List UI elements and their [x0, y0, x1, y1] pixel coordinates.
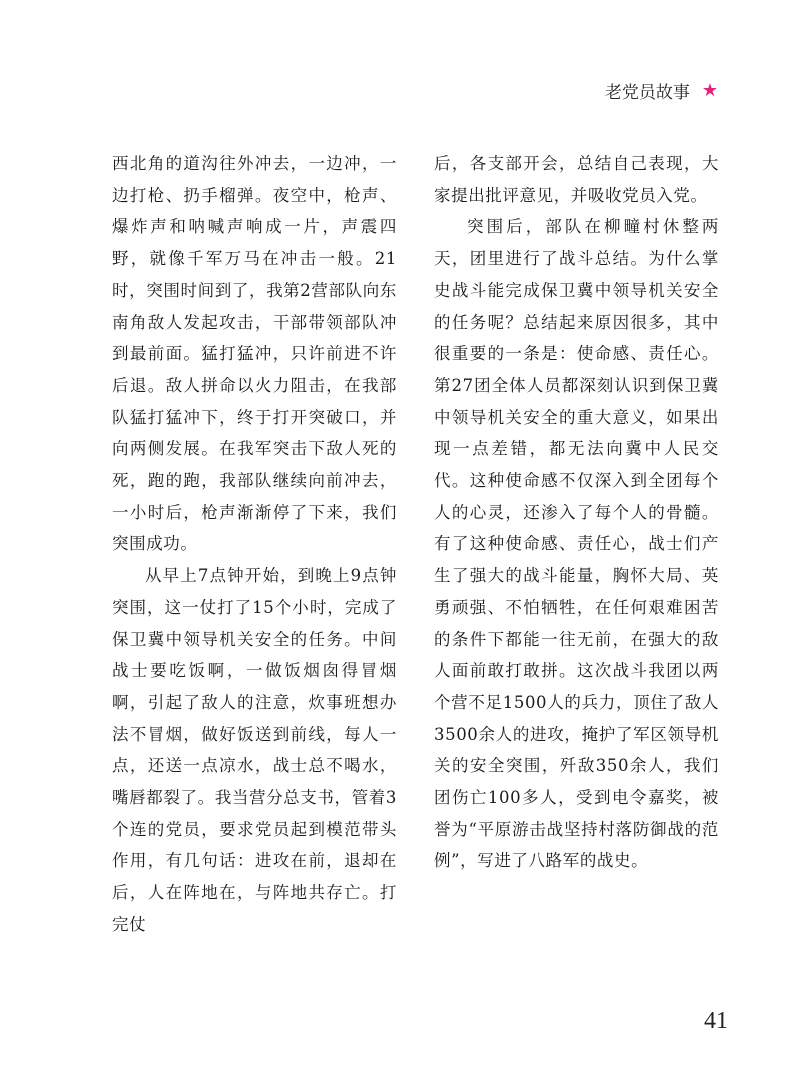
paragraph: 西北角的道沟往外冲去，一边冲，一边打枪、扔手榴弹。夜空中，枪声、爆炸声和呐喊声响成一片，声震四野，就像千军万马在冲击一般。21时，突围时间到了，我第2营部队向东南角敌人发起攻击，干部带领部队冲到最前面。猛打猛冲，只许前进不许后退。敌人拼命以火力阻击，在我部队猛打猛冲下，终于打开突破口，并向两侧发展。在我军突击下敌人死的死，跑的跑，我部队继续向前冲去，一小时后，枪声渐渐停了下来，我们突围成功。: [112, 154, 397, 554]
paragraph: 后，各支部开会，总结自己表现，大家提出批评意见，并吸收党员入党。: [434, 154, 719, 205]
page-number: 41: [704, 1008, 728, 1034]
paragraph: 从早上7点钟开始，到晚上9点钟突围，这一仗打了15个小时，完成了保卫冀中领导机关安全的任务。中间战士要吃饭啊，一做饭烟囱得冒烟啊，引起了敌人的注意，炊事班想办法不冒烟，做好饭送到前线，每人一点，还送一点凉水，战士总不喝水，嘴唇都裂了。我当营分总支书，管着3个连的党员，要求党员起到模范带头作用，有几句话：进攻在前，退却在后，人在阵地在，与阵地共存亡。打完仗: [112, 566, 397, 934]
paragraph: 突围后，部队在柳疃村休整两天，团里进行了战斗总结。为什么掌史战斗能完成保卫冀中领导机关安全的任务呢？总结起来原因很多，其中很重要的一条是：使命感、责任心。第27团全体人员都深刻认识到保卫冀中领导机关安全的重大意义，如果出现一点差错，都无法向冀中人民交代。这种使命感不仅深入到全团每个人的心灵，还渗入了每个人的骨髓。有了这种使命感、责任心，战士们产生了强大的战斗能量，胸怀大局、英勇顽强、不怕牺牲，在任何艰难困苦的条件下都能一往无前，在强大的敌人面前敢打敢拼。这次战斗我团以两个营不足1500人的兵力，顶住了敌人3500余人的进攻，掩护了军区领导机关的安全突围，歼敌350余人，我们团伤亡100多人，受到电令嘉奖，被誉为“平原游击战坚持村落防御战的范例”，写进了八路军的战史。: [434, 217, 719, 871]
right-column: [434, 148, 719, 877]
star-icon: ★: [701, 79, 718, 101]
running-header: [605, 78, 718, 103]
left-column: [112, 148, 397, 941]
section-title: 老党员故事: [604, 83, 690, 103]
